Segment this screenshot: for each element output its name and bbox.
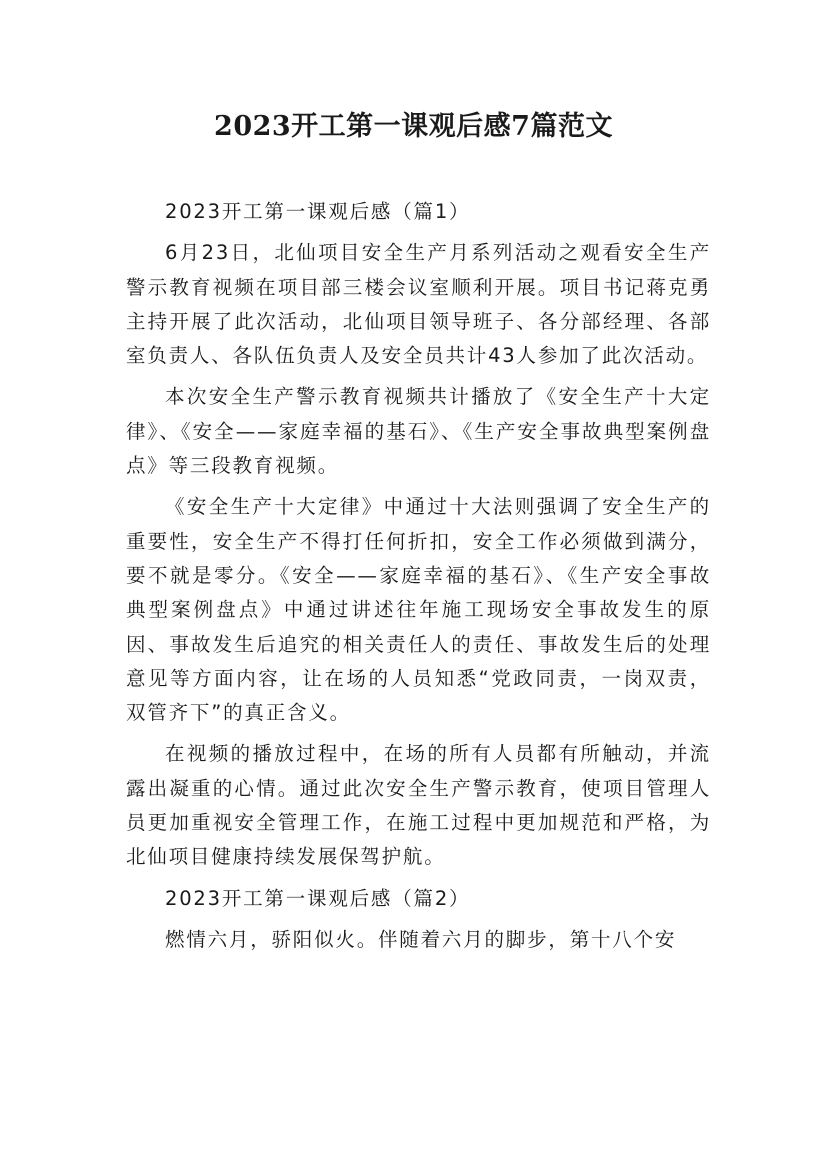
section-heading: 2023开工第一课观后感（篇1） xyxy=(165,200,471,223)
section-heading: 2023开工第一课观后感（篇2） xyxy=(165,886,471,910)
body-paragraph: 燃情六月，骄阳似火。伴随着六月的脚步，第十八个安 xyxy=(165,927,677,951)
body-paragraph: 《安全生产十大定律》中通过十大法则强调了安全生产的重要性，安全生产不得打任何折扣，安全工作必须做到满分，要不就是零分。《安全——家庭幸福的基石》、《生产安全事故典型案例盘点》中通过讲述往年施工现场安全事故发生的原因、事故发生后追究的相关责任人的责任、事故发生后的处理意见等方面内容，让在场的人员知悉“党政同责，一岗双责，双管齐下”的真正含义。 xyxy=(126,495,711,725)
document-body xyxy=(126,195,711,964)
body-paragraph: 在视频的播放过程中，在场的所有人员都有所触动，并流露出凝重的心情。通过此次安全生产警示教育，使项目管理人员更加重视安全管理工作，在施工过程中更加规范和严格，为北仙项目健康持续发展保驾护航。 xyxy=(126,742,711,869)
document-title: 2023开工第一课观后感7篇范文 xyxy=(214,111,613,142)
body-paragraph: 6月23日，北仙项目安全生产月系列活动之观看安全生产警示教育视频在项目部三楼会议室顺利开展。项目书记蒋克勇主持开展了此次活动，北仙项目领导班子、各分部经理、各部室负责人、各队伍负责人及安全员共计43人参加了此次活动。 xyxy=(126,241,711,368)
body-paragraph: 本次安全生产警示教育视频共计播放了《安全生产十大定律》、《安全——家庭幸福的基石》、《生产安全事故典型案例盘点》等三段教育视频。 xyxy=(126,385,711,478)
